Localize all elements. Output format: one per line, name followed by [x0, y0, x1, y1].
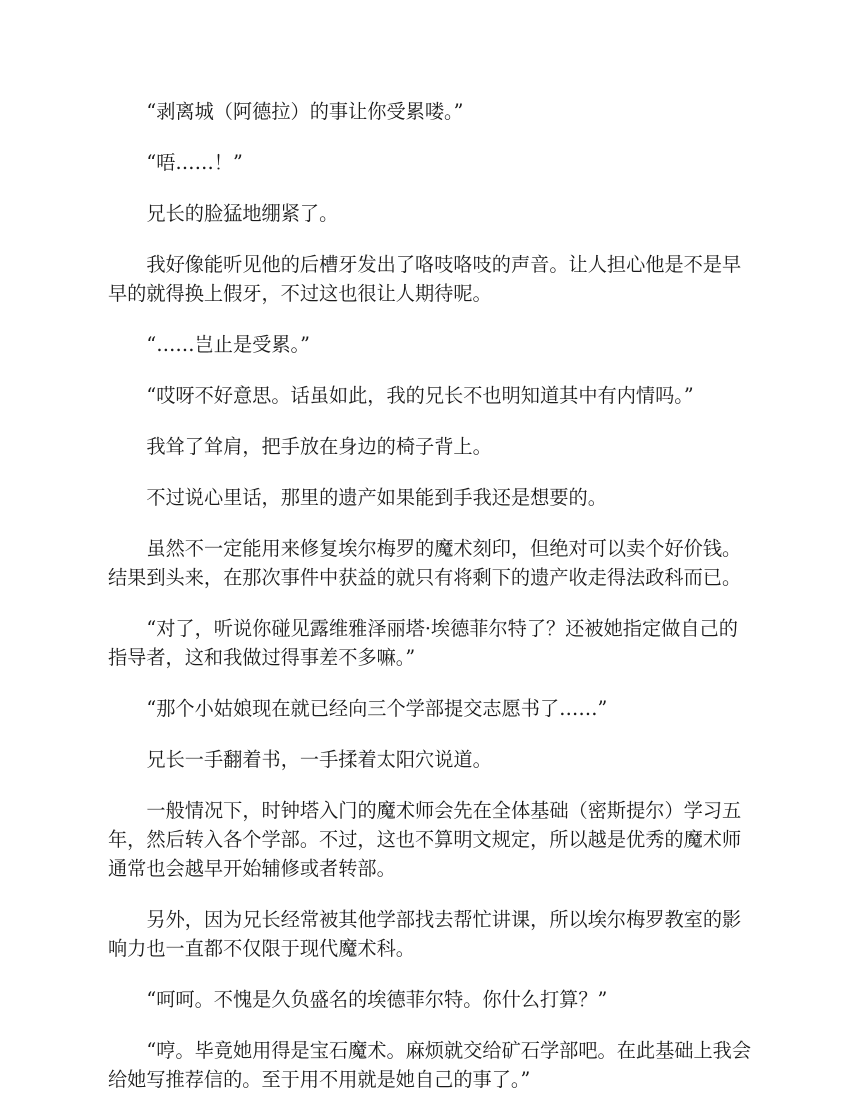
paragraph: 兄长一手翻着书，一手揉着太阳穴说道。: [146, 748, 492, 771]
paragraph: 我耸了耸肩，把手放在身边的椅子背上。: [146, 435, 492, 458]
paragraph: 一般情况下，时钟塔入门的魔术师会先在全体基础（密斯提尔）学习五年，然后转入各个学部。不过，这也不算明文规定，所以越是优秀的魔术师通常也会越早开始辅修或者转部。: [108, 799, 742, 880]
paragraph: “呵呵。不愧是久负盛名的埃德菲尔特。你什么打算？”: [146, 988, 608, 1011]
paragraph: “剥离城（阿德拉）的事让你受累喽。”: [146, 100, 464, 123]
paragraph: “唔……！”: [146, 151, 243, 174]
paragraph: 我好像能听见他的后槽牙发出了咯吱咯吱的声音。让人担心他是不是早早的就得换上假牙，不过这也很让人期待呢。: [108, 253, 742, 305]
paragraph: 虽然不一定能用来修复埃尔梅罗的魔术刻印，但绝对可以卖个好价钱。结果到头来，在那次事件中获益的就只有将剩下的遗产收走得法政科而已。: [108, 537, 742, 589]
paragraph: “哼。毕竟她用得是宝石魔术。麻烦就交给矿石学部吧。在此基础上我会给她写推荐信的。至于用不用就是她自己的事了。”: [108, 1039, 752, 1091]
paragraph: 另外，因为兄长经常被其他学部找去帮忙讲课，所以埃尔梅罗教室的影响力也一直都不仅限于现代魔术科。: [108, 908, 742, 960]
paragraph: “……岂止是受累。”: [146, 333, 310, 356]
paragraph: “对了，听说你碰见露维雅泽丽塔·埃德菲尔特了？还被她指定做自己的指导者，这和我做过得事差不多嘛。”: [108, 617, 738, 669]
paragraph: 兄长的脸猛地绷紧了。: [146, 202, 339, 225]
paragraph: 不过说心里话，那里的遗产如果能到手我还是想要的。: [146, 486, 607, 509]
document-body: [108, 97, 752, 1116]
paragraph: “那个小姑娘现在就已经向三个学部提交志愿书了……”: [146, 697, 608, 720]
paragraph: “哎呀不好意思。话虽如此，我的兄长不也明知道其中有内情吗。”: [146, 384, 694, 407]
